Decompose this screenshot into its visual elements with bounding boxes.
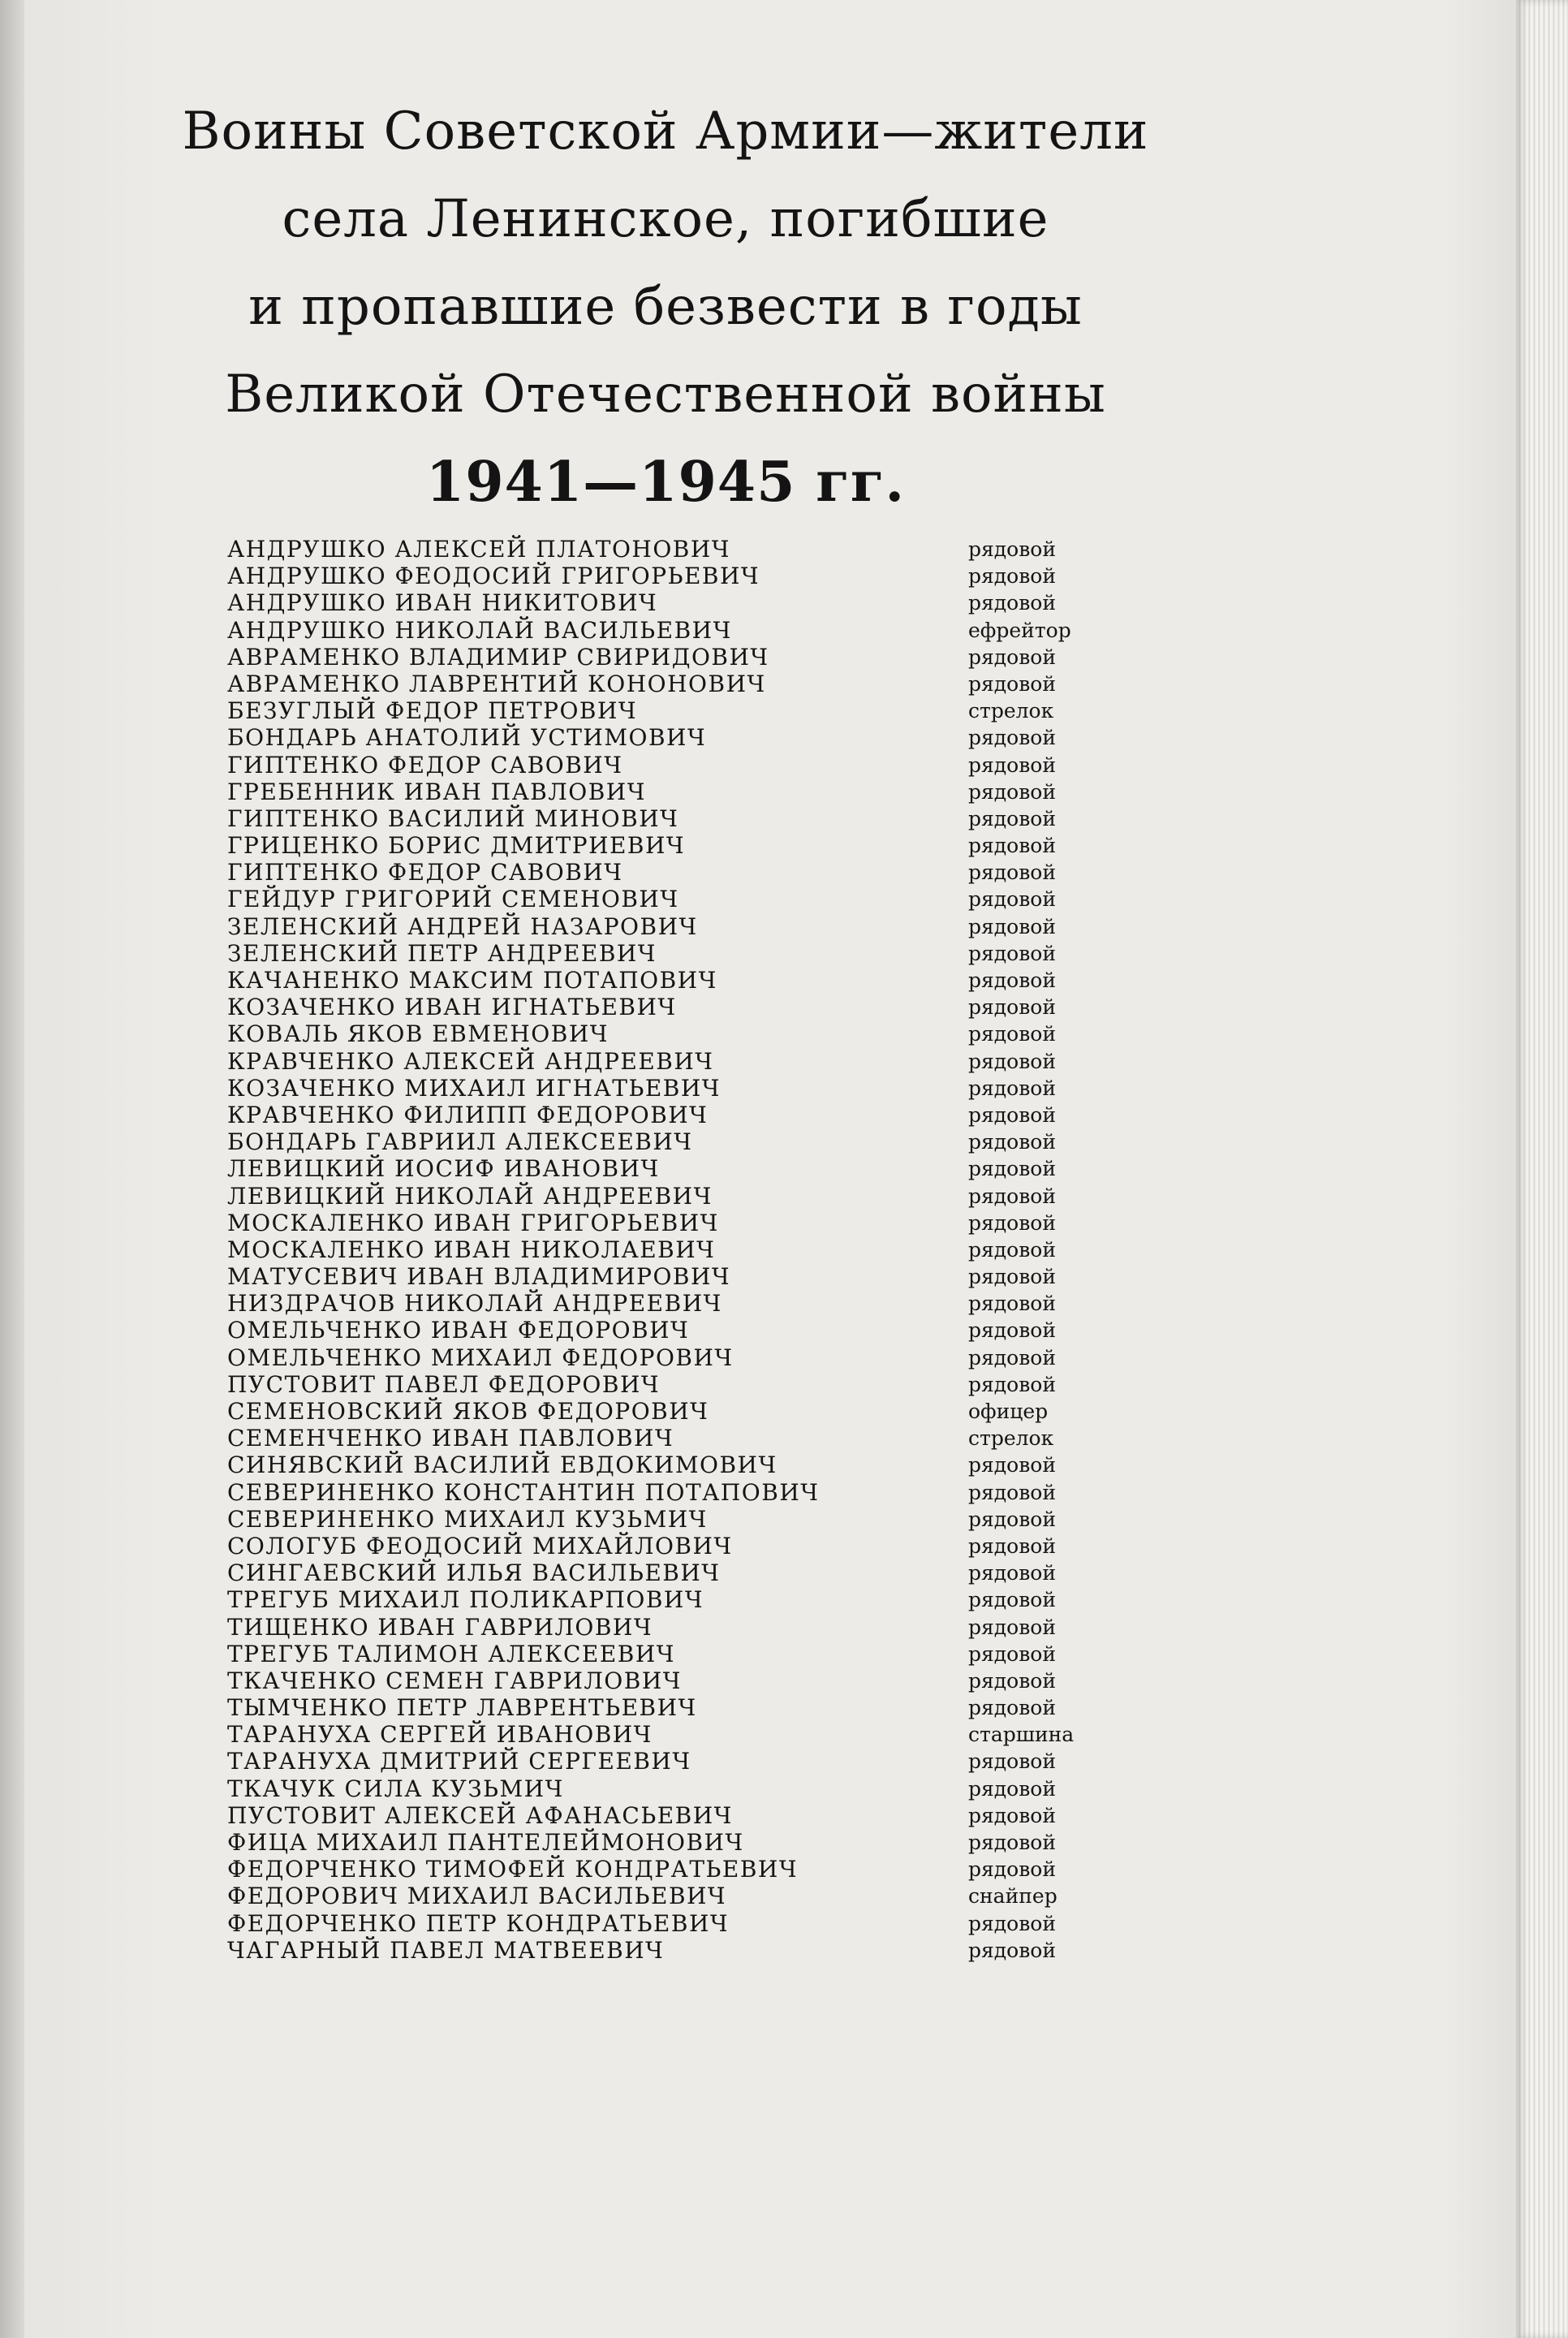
soldier-name: ТКАЧЕНКО СЕМЕН ГАВРИЛОВИЧ (227, 1667, 682, 1694)
soldier-rank: старшина (968, 1723, 1075, 1747)
roster-row (227, 617, 1120, 644)
soldier-name: КОВАЛЬ ЯКОВ ЕВМЕНОВИЧ (227, 1020, 609, 1048)
roster-row (227, 1506, 1120, 1533)
roster-row (227, 940, 1120, 967)
roster-row (227, 886, 1120, 912)
soldier-name: НИЗДРАЧОВ НИКОЛАЙ АНДРЕЕВИЧ (227, 1290, 722, 1318)
soldier-name: КРАВЧЕНКО ФИЛИПП ФЕДОРОВИЧ (227, 1101, 709, 1128)
title-line-2: села Ленинское, погибшие (282, 189, 1049, 249)
soldier-rank: рядовой (968, 1938, 1057, 1962)
soldier-name: ТАРАНУХА СЕРГЕЙ ИВАНОВИЧ (227, 1721, 653, 1749)
roster-row (227, 1290, 1120, 1317)
soldier-rank: рядовой (968, 1831, 1057, 1854)
roster-row (227, 1775, 1120, 1802)
roster-row (227, 1075, 1120, 1102)
soldier-rank: рядовой (968, 1265, 1057, 1289)
soldier-rank: рядовой (968, 1102, 1057, 1127)
roster-row (227, 563, 1120, 589)
roster-row (227, 1371, 1120, 1398)
roster-row (227, 671, 1120, 697)
roster-row (227, 1398, 1120, 1425)
soldier-name: АВРАМЕНКО ЛАВРЕНТИЙ КОНОНОВИЧ (227, 670, 766, 697)
soldier-rank: рядовой (968, 1076, 1057, 1100)
roster-row (227, 1344, 1120, 1371)
soldier-name: КОЗАЧЕНКО ИВАН ИГНАТЬЕВИЧ (227, 994, 677, 1021)
roster-row (227, 1829, 1120, 1856)
roster-row (227, 859, 1120, 886)
soldier-rank: рядовой (968, 861, 1057, 885)
soldier-rank: рядовой (968, 806, 1057, 830)
memorial-roster (227, 536, 1120, 1964)
soldier-name: ОМЕЛЬЧЕНКО ИВАН ФЕДОРОВИЧ (227, 1317, 690, 1344)
soldier-name: БОНДАРЬ АНАТОЛИЙ УСТИМОВИЧ (227, 724, 707, 752)
roster-row (227, 967, 1120, 994)
soldier-rank: рядовой (968, 968, 1057, 992)
roster-row (227, 1102, 1120, 1128)
soldier-rank: рядовой (968, 834, 1057, 858)
roster-row (227, 1048, 1120, 1075)
soldier-rank: рядовой (968, 1480, 1057, 1504)
soldier-name: КРАВЧЕНКО АЛЕКСЕЙ АНДРЕЕВИЧ (227, 1047, 714, 1075)
soldier-rank: ефрейтор (968, 618, 1071, 642)
soldier-name: ФЕДОРОВИЧ МИХАИЛ ВАСИЛЬЕВИЧ (227, 1883, 727, 1910)
soldier-rank: рядовой (968, 1911, 1057, 1935)
soldier-rank: рядовой (968, 645, 1057, 669)
soldier-rank: рядовой (968, 941, 1057, 965)
roster-row (227, 1586, 1120, 1613)
soldier-name: ОМЕЛЬЧЕНКО МИХАИЛ ФЕДОРОВИЧ (227, 1344, 734, 1371)
roster-row (227, 589, 1120, 616)
soldier-name: ГИПТЕНКО ФЕДОР САВОВИЧ (227, 751, 623, 779)
roster-row (227, 1236, 1120, 1263)
soldier-name: ЗЕЛЕНСКИЙ АНДРЕЙ НАЗАРОВИЧ (227, 912, 698, 940)
soldier-name: ГЕЙДУР ГРИГОРИЙ СЕМЕНОВИЧ (227, 886, 679, 913)
roster-row (227, 644, 1120, 671)
soldier-name: ЛЕВИЦКИЙ НИКОЛАЙ АНДРЕЕВИЧ (227, 1182, 713, 1210)
soldier-name: БЕЗУГЛЫЙ ФЕДОР ПЕТРОВИЧ (227, 697, 638, 725)
page-title (138, 88, 1193, 526)
roster-row (227, 1694, 1120, 1721)
soldier-rank: рядовой (968, 537, 1057, 561)
soldier-name: ФЕДОРЧЕНКО ПЕТР КОНДРАТЬЕВИЧ (227, 1909, 730, 1937)
roster-row (227, 1183, 1120, 1210)
soldier-name: ГРИЦЕНКО БОРИС ДМИТРИЕВИЧ (227, 832, 686, 860)
soldier-rank: рядовой (968, 1022, 1057, 1046)
soldier-rank: рядовой (968, 1049, 1057, 1073)
roster-row (227, 536, 1120, 563)
title-line-4: Великой Отечественной войны (225, 365, 1106, 425)
soldier-name: ПУСТОВИТ ПАВЕЛ ФЕДОРОВИЧ (227, 1370, 661, 1398)
soldier-name: ЛЕВИЦКИЙ ИОСИФ ИВАНОВИЧ (227, 1155, 660, 1183)
roster-row (227, 1883, 1120, 1909)
soldier-name: ГИПТЕНКО ВАСИЛИЙ МИНОВИЧ (227, 804, 679, 832)
soldier-name: КОЗАЧЕНКО МИХАИЛ ИГНАТЬЕВИЧ (227, 1074, 721, 1102)
soldier-name: ТРЕГУБ ТАЛИМОН АЛЕКСЕЕВИЧ (227, 1640, 675, 1667)
soldier-rank: рядовой (968, 995, 1057, 1020)
soldier-name: ТЫМЧЕНКО ПЕТР ЛАВРЕНТЬЕВИЧ (227, 1694, 697, 1722)
soldier-name: АВРАМЕНКО ВЛАДИМИР СВИРИДОВИЧ (227, 643, 769, 671)
soldier-rank: рядовой (968, 1534, 1057, 1558)
soldier-name: СИНЯВСКИЙ ВАСИЛИЙ ЕВДОКИМОВИЧ (227, 1452, 778, 1479)
soldier-name: АНДРУШКО ИВАН НИКИТОВИЧ (227, 589, 658, 617)
soldier-rank: рядовой (968, 726, 1057, 750)
soldier-name: ФЕДОРЧЕНКО ТИМОФЕЙ КОНДРАТЬЕВИЧ (227, 1856, 798, 1883)
soldier-rank: рядовой (968, 1507, 1057, 1531)
roster-row (227, 1210, 1120, 1236)
soldier-rank: рядовой (968, 1803, 1057, 1827)
soldier-name: БОНДАРЬ ГАВРИИЛ АЛЕКСЕЕВИЧ (227, 1128, 693, 1156)
soldier-rank: рядовой (968, 753, 1057, 777)
soldier-rank: рядовой (968, 564, 1057, 589)
roster-row (227, 1559, 1120, 1586)
soldier-rank: рядовой (968, 1615, 1057, 1639)
roster-row (227, 805, 1120, 832)
soldier-rank: снайпер (968, 1884, 1058, 1909)
roster-row (227, 1614, 1120, 1641)
roster-row (227, 1128, 1120, 1155)
soldier-rank: рядовой (968, 1292, 1057, 1316)
soldier-rank: рядовой (968, 591, 1057, 615)
soldier-name: ТКАЧУК СИЛА КУЗЬМИЧ (227, 1775, 564, 1802)
soldier-rank: рядовой (968, 671, 1057, 696)
soldier-rank: рядовой (968, 1641, 1057, 1666)
roster-row (227, 1748, 1120, 1775)
soldier-rank: рядовой (968, 779, 1057, 804)
soldier-name: ЗЕЛЕНСКИЙ ПЕТР АНДРЕЕВИЧ (227, 939, 657, 967)
soldier-name: КАЧАНЕНКО МАКСИМ ПОТАПОВИЧ (227, 967, 717, 994)
soldier-name: АНДРУШКО ФЕОДОСИЙ ГРИГОРЬЕВИЧ (227, 563, 760, 590)
page-edges (1516, 0, 1568, 2338)
roster-row (227, 1452, 1120, 1478)
soldier-rank: рядовой (968, 1696, 1057, 1720)
roster-row (227, 779, 1120, 805)
soldier-rank: рядовой (968, 1157, 1057, 1181)
roster-row (227, 1263, 1120, 1290)
roster-row (227, 1020, 1120, 1047)
soldier-rank: рядовой (968, 1184, 1057, 1208)
roster-row (227, 1641, 1120, 1667)
soldier-rank: рядовой (968, 1776, 1057, 1801)
roster-row (227, 1802, 1120, 1829)
soldier-name: СЕМЕНЧЕНКО ИВАН ПАВЛОВИЧ (227, 1425, 674, 1452)
soldier-name: СЕВЕРИНЕНКО МИХАИЛ КУЗЬМИЧ (227, 1505, 708, 1533)
soldier-rank: рядовой (968, 1588, 1057, 1612)
roster-row (227, 1155, 1120, 1182)
roster-row (227, 1425, 1120, 1452)
soldier-rank: рядовой (968, 1453, 1057, 1477)
soldier-name: ГРЕБЕННИК ИВАН ПАВЛОВИЧ (227, 778, 646, 805)
roster-row (227, 994, 1120, 1020)
roster-row (227, 1910, 1120, 1937)
roster-row (227, 1721, 1120, 1748)
soldier-name: АНДРУШКО АЛЕКСЕЙ ПЛАТОНОВИЧ (227, 536, 730, 563)
roster-row (227, 1533, 1120, 1559)
roster-row (227, 697, 1120, 724)
soldier-rank: рядовой (968, 1561, 1057, 1585)
roster-row (227, 752, 1120, 779)
roster-row (227, 1937, 1120, 1964)
soldier-rank: офицер (968, 1400, 1049, 1423)
soldier-name: ПУСТОВИТ АЛЕКСЕЙ АФАНАСЬЕВИЧ (227, 1801, 733, 1829)
soldier-rank: рядовой (968, 1372, 1057, 1396)
soldier-rank: рядовой (968, 1130, 1057, 1154)
soldier-rank: рядовой (968, 1345, 1057, 1370)
soldier-name: ТАРАНУХА ДМИТРИЙ СЕРГЕЕВИЧ (227, 1748, 691, 1775)
soldier-rank: рядовой (968, 1237, 1057, 1262)
soldier-name: СЕМЕНОВСКИЙ ЯКОВ ФЕДОРОВИЧ (227, 1398, 709, 1425)
soldier-rank: рядовой (968, 1210, 1057, 1235)
roster-row (227, 1856, 1120, 1883)
page-gutter (0, 0, 24, 2338)
soldier-name: МОСКАЛЕНКО ИВАН ГРИГОРЬЕВИЧ (227, 1209, 719, 1236)
soldier-name: СЕВЕРИНЕНКО КОНСТАНТИН ПОТАПОВИЧ (227, 1478, 820, 1506)
roster-row (227, 1479, 1120, 1506)
soldier-name: ТРЕГУБ МИХАИЛ ПОЛИКАРПОВИЧ (227, 1586, 704, 1614)
title-years: 1941—1945 гг. (425, 450, 906, 515)
soldier-name: МОСКАЛЕНКО ИВАН НИКОЛАЕВИЧ (227, 1236, 716, 1263)
soldier-rank: рядовой (968, 914, 1057, 938)
roster-row (227, 724, 1120, 751)
soldier-name: ФИЦА МИХАИЛ ПАНТЕЛЕЙМОНОВИЧ (227, 1829, 744, 1856)
soldier-name: СИНГАЕВСКИЙ ИЛЬЯ ВАСИЛЬЕВИЧ (227, 1559, 721, 1587)
soldier-name: ЧАГАРНЫЙ ПАВЕЛ МАТВЕЕВИЧ (227, 1936, 665, 1964)
soldier-rank: рядовой (968, 1318, 1057, 1343)
roster-row (227, 832, 1120, 859)
title-line-1: Воины Советской Армии—жители (182, 101, 1149, 162)
soldier-rank: рядовой (968, 1857, 1057, 1882)
soldier-rank: рядовой (968, 1668, 1057, 1693)
soldier-rank: стрелок (968, 699, 1054, 723)
soldier-rank: стрелок (968, 1426, 1054, 1451)
title-line-3: и пропавшие безвести в годы (248, 277, 1083, 337)
soldier-name: СОЛОГУБ ФЕОДОСИЙ МИХАЙЛОВИЧ (227, 1532, 733, 1559)
soldier-name: ТИЩЕНКО ИВАН ГАВРИЛОВИЧ (227, 1613, 653, 1641)
roster-row (227, 1667, 1120, 1694)
soldier-name: ГИПТЕНКО ФЕДОР САВОВИЧ (227, 859, 623, 886)
roster-row (227, 1317, 1120, 1344)
soldier-rank: рядовой (968, 887, 1057, 912)
soldier-rank: рядовой (968, 1749, 1057, 1774)
soldier-name: МАТУСЕВИЧ ИВАН ВЛАДИМИРОВИЧ (227, 1263, 731, 1291)
roster-row (227, 913, 1120, 940)
soldier-name: АНДРУШКО НИКОЛАЙ ВАСИЛЬЕВИЧ (227, 616, 732, 644)
